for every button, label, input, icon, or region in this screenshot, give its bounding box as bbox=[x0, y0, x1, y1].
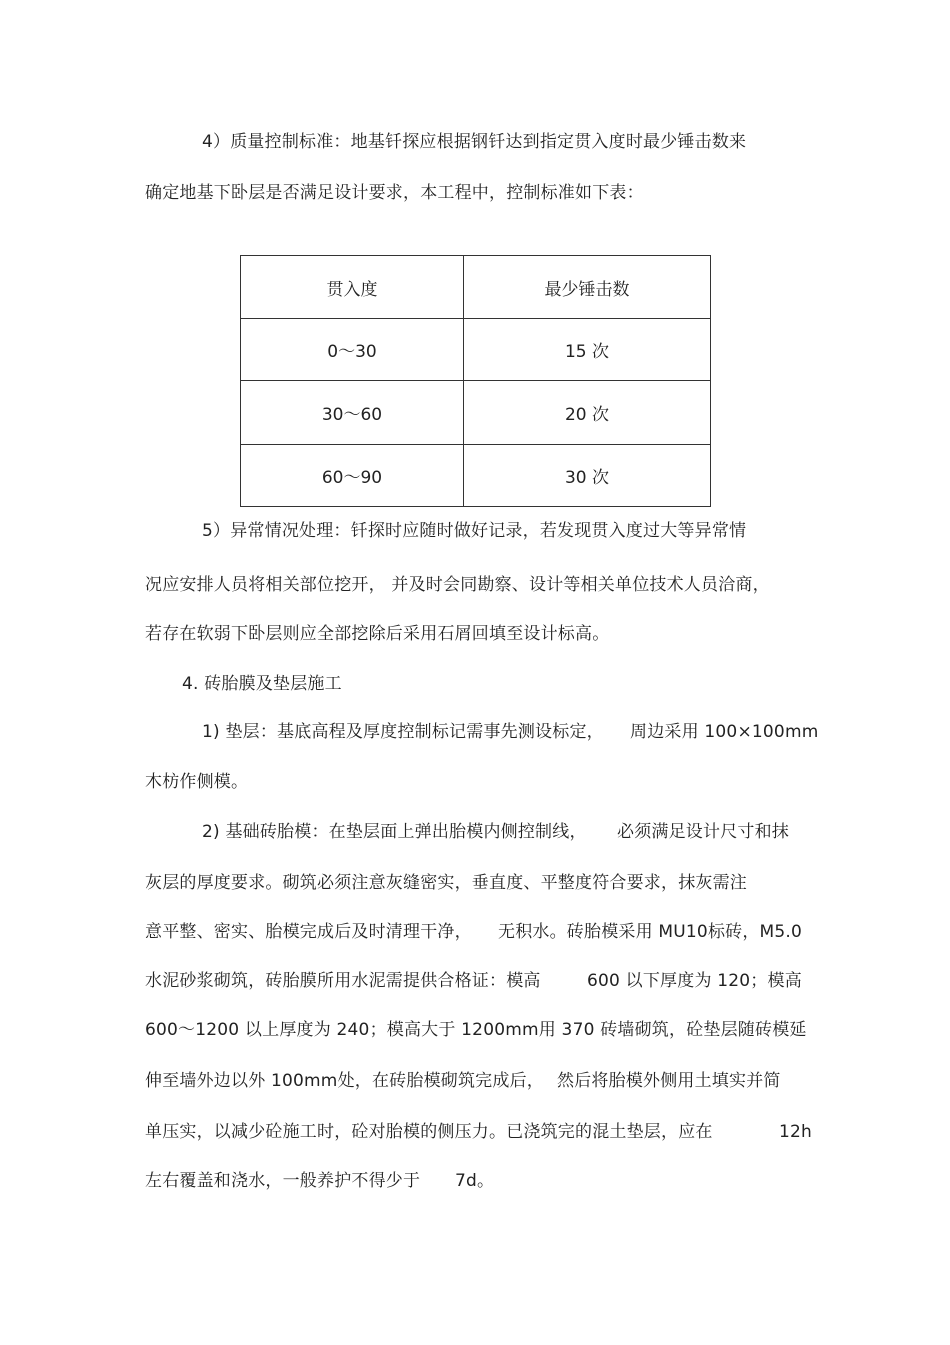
s2-line-7a: 单压实，以减少砼施工时，砼对胎模的侧压力。已浇筑完的混土垫层，应在 bbox=[145, 1122, 713, 1142]
s2-line-5: 600～1200 以上厚度为 240；模高大于 1200mm用 370 砖墙砌筑，砼垫层随砖模延 bbox=[145, 1020, 807, 1040]
table-cell-penetration: 60～90 bbox=[241, 445, 464, 507]
table-header-row bbox=[241, 256, 711, 319]
table-header-min-blows: 最少锤击数 bbox=[464, 256, 711, 319]
s1-line-2: 木枋作侧模。 bbox=[145, 772, 249, 792]
table-row bbox=[241, 381, 711, 445]
table-row bbox=[241, 445, 711, 507]
s2-line-4a: 水泥砂浆砌筑，砖胎膜所用水泥需提供合格证：模高 bbox=[145, 971, 541, 991]
s2-line-4b: 600 以下厚度为 120；模高 bbox=[587, 971, 802, 991]
table-cell-blows: 15 次 bbox=[464, 319, 711, 381]
table-cell-penetration: 30～60 bbox=[241, 381, 464, 445]
table-row bbox=[241, 319, 711, 381]
section-4-heading: 4. 砖胎膜及垫层施工 bbox=[182, 674, 342, 694]
s2-line-3a: 意平整、密实、胎模完成后及时清理干净， bbox=[145, 922, 472, 942]
p4-line-2: 确定地基下卧层是否满足设计要求，本工程中，控制标准如下表： bbox=[145, 183, 644, 203]
p5-line-3: 若存在软弱下卧层则应全部挖除后采用石屑回填至设计标高。 bbox=[145, 624, 610, 644]
s2-line-8a: 左右覆盖和浇水，一般养护不得少于 bbox=[145, 1171, 421, 1191]
s1-line-1a: 1) 垫层：基底高程及厚度控制标记需事先测设标定， bbox=[202, 722, 604, 742]
s2-line-1a: 2) 基础砖胎模：在垫层面上弹出胎模内侧控制线， bbox=[202, 822, 587, 842]
s2-line-1b: 必须满足设计尺寸和抹 bbox=[617, 822, 789, 842]
table-header-penetration: 贯入度 bbox=[241, 256, 464, 319]
s2-line-7b: 12h bbox=[779, 1122, 813, 1142]
table-cell-penetration: 0～30 bbox=[241, 319, 464, 381]
s2-line-8b: 7d。 bbox=[455, 1171, 495, 1191]
p5-line-2: 况应安排人员将相关部位挖开， 并及时会同勘察、设计等相关单位技术人员洽商， bbox=[145, 575, 770, 595]
s1-line-1b: 周边采用 100×100mm bbox=[630, 722, 819, 742]
s2-line-6b: 然后将胎模外侧用土填实并简 bbox=[557, 1071, 781, 1091]
table-cell-blows: 20 次 bbox=[464, 381, 711, 445]
table-cell-blows: 30 次 bbox=[464, 445, 711, 507]
s2-line-6a: 伸至墙外边以外 100mm处，在砖胎模砌筑完成后， bbox=[145, 1071, 544, 1091]
p5-line-1: 5）异常情况处理：钎探时应随时做好记录，若发现贯入度过大等异常情 bbox=[202, 521, 747, 541]
s2-line-3b: 无积水。砖胎模采用 MU10标砖，M5.0 bbox=[498, 922, 803, 942]
control-standard-table bbox=[240, 255, 711, 507]
p4-line-1: 4）质量控制标准：地基钎探应根据钢钎达到指定贯入度时最少锤击数来 bbox=[202, 132, 747, 152]
s2-line-2: 灰层的厚度要求。砌筑必须注意灰缝密实，垂直度、平整度符合要求，抹灰需注 bbox=[145, 873, 747, 893]
